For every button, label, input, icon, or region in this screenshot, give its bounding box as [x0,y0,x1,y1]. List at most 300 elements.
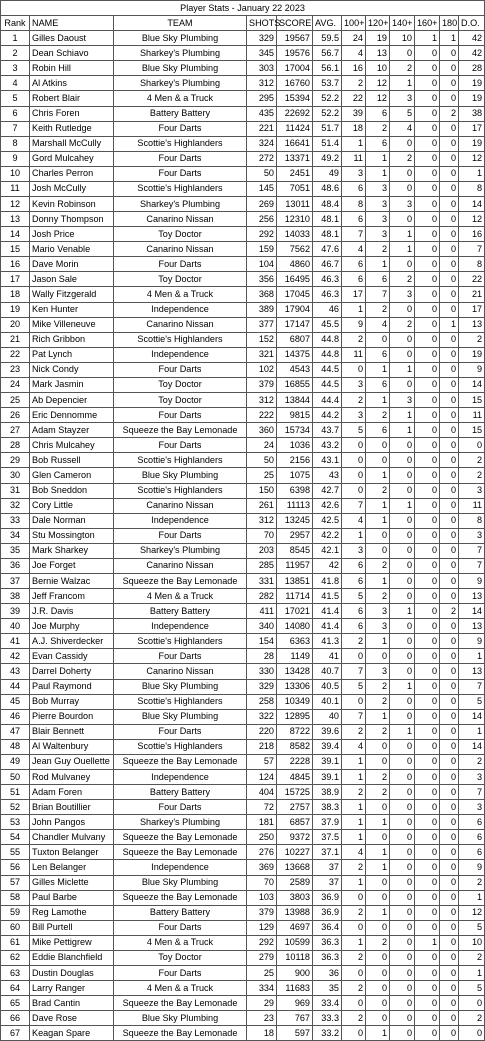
table-row [1,91,485,106]
shots-cell: 181 [247,815,277,830]
score-cell: 16760 [277,76,313,91]
one-twenty-plus-cell: 1 [366,634,390,649]
avg-cell: 42.5 [313,513,342,528]
one-sixty-plus-cell: 0 [415,1011,440,1026]
one-eighty-cell: 0 [440,679,459,694]
rank-cell: 46 [1,709,30,724]
do-cell: 2 [459,332,485,347]
do-cell: 15 [459,423,485,438]
team-cell: Scottie's Highlanders [114,332,247,347]
shots-cell: 312 [247,513,277,528]
one-twenty-plus-cell: 0 [366,438,390,453]
avg-cell: 43.2 [313,438,342,453]
table-row [1,332,485,347]
one-twenty-plus-cell: 1 [366,845,390,860]
team-cell: Four Darts [114,257,247,272]
team-cell: Battery Battery [114,905,247,920]
shots-cell: 404 [247,785,277,800]
name-cell: Robin Hill [30,61,114,76]
avg-cell: 40.1 [313,694,342,709]
one-sixty-plus-cell: 0 [415,393,440,408]
shots-cell: 124 [247,769,277,784]
shots-cell: 322 [247,709,277,724]
avg-cell: 37.5 [313,830,342,845]
avg-cell: 48.6 [313,181,342,196]
shots-cell: 250 [247,830,277,845]
avg-cell: 36.4 [313,920,342,935]
one-forty-plus-cell: 1 [390,227,415,242]
avg-cell: 41.8 [313,573,342,588]
one-sixty-plus-cell: 0 [415,227,440,242]
do-cell: 3 [459,769,485,784]
score-cell: 15394 [277,91,313,106]
table-row [1,136,485,151]
hundred-plus-cell: 2 [342,950,366,965]
one-twenty-plus-cell: 3 [366,604,390,619]
score-cell: 17004 [277,61,313,76]
rank-cell: 19 [1,302,30,317]
name-cell: Eric Dennomme [30,408,114,423]
rank-cell: 10 [1,166,30,181]
one-twenty-plus-cell: 3 [366,664,390,679]
team-cell: Canarino Nissan [114,242,247,257]
one-twenty-plus-cell: 0 [366,739,390,754]
one-sixty-plus-cell: 0 [415,845,440,860]
table-row [1,634,485,649]
rank-cell: 24 [1,377,30,392]
hundred-plus-cell: 1 [342,800,366,815]
hundred-plus-cell: 2 [342,785,366,800]
one-twenty-plus-cell: 1 [366,498,390,513]
one-twenty-plus-cell: 0 [366,966,390,981]
name-cell: Ken Hunter [30,302,114,317]
avg-cell: 39.1 [313,754,342,769]
rank-cell: 35 [1,543,30,558]
one-forty-plus-cell: 1 [390,498,415,513]
do-cell: 5 [459,694,485,709]
table-row [1,558,485,573]
avg-cell: 49 [313,166,342,181]
table-row [1,61,485,76]
shots-cell: 272 [247,151,277,166]
score-cell: 7562 [277,242,313,257]
avg-cell: 33.2 [313,1026,342,1041]
hundred-plus-cell: 1 [342,302,366,317]
hundred-plus-cell: 3 [342,166,366,181]
score-cell: 10599 [277,935,313,950]
one-forty-plus-cell: 2 [390,317,415,332]
shots-cell: 150 [247,483,277,498]
do-cell: 1 [459,966,485,981]
shots-cell: 28 [247,649,277,664]
one-twenty-plus-cell: 2 [366,121,390,136]
team-cell: Scottie's Highlanders [114,453,247,468]
one-eighty-cell: 0 [440,408,459,423]
one-sixty-plus-cell: 0 [415,453,440,468]
one-eighty-cell: 0 [440,528,459,543]
do-cell: 13 [459,619,485,634]
one-twenty-plus-cell: 2 [366,589,390,604]
one-twenty-plus-cell: 2 [366,483,390,498]
hundred-plus-cell: 4 [342,845,366,860]
table-row [1,935,485,950]
name-cell: Josh Price [30,227,114,242]
shots-cell: 379 [247,905,277,920]
rank-cell: 59 [1,905,30,920]
do-cell: 8 [459,181,485,196]
rank-cell: 33 [1,513,30,528]
hundred-plus-cell: 6 [342,181,366,196]
rank-cell: 13 [1,212,30,227]
one-eighty-cell: 0 [440,513,459,528]
shots-cell: 321 [247,347,277,362]
table-row [1,724,485,739]
table-row [1,453,485,468]
do-cell: 13 [459,664,485,679]
one-sixty-plus-cell: 0 [415,860,440,875]
rank-cell: 9 [1,151,30,166]
score-cell: 13245 [277,513,313,528]
rank-cell: 58 [1,890,30,905]
one-twenty-plus-cell: 0 [366,950,390,965]
name-cell: Chris Foren [30,106,114,121]
avg-cell: 43.7 [313,423,342,438]
name-cell: Gilles Daoust [30,31,114,46]
team-cell: Battery Battery [114,785,247,800]
table-row [1,981,485,996]
rank-cell: 34 [1,528,30,543]
name-cell: Len Belanger [30,860,114,875]
one-eighty-cell: 0 [440,558,459,573]
one-forty-plus-cell: 0 [390,785,415,800]
table-row [1,950,485,965]
one-sixty-plus-cell: 0 [415,528,440,543]
table-row [1,1011,485,1026]
do-cell: 0 [459,1026,485,1041]
score-cell: 8722 [277,724,313,739]
one-sixty-plus-cell: 0 [415,890,440,905]
one-eighty-cell: 0 [440,151,459,166]
one-forty-plus-cell: 0 [390,46,415,61]
header-score: SCORE [277,16,313,31]
team-cell: Scottie's Highlanders [114,136,247,151]
name-cell: Pat Lynch [30,347,114,362]
score-cell: 11113 [277,498,313,513]
name-cell: Mike Villeneuve [30,317,114,332]
name-cell: Pierre Bourdon [30,709,114,724]
do-cell: 14 [459,377,485,392]
avg-cell: 41.5 [313,589,342,604]
score-cell: 14375 [277,347,313,362]
shots-cell: 220 [247,724,277,739]
rank-cell: 67 [1,1026,30,1041]
hundred-plus-cell: 0 [342,649,366,664]
hundred-plus-cell: 5 [342,679,366,694]
avg-cell: 36.3 [313,950,342,965]
name-cell: Dale Norman [30,513,114,528]
score-cell: 8582 [277,739,313,754]
one-eighty-cell: 0 [440,362,459,377]
score-cell: 14033 [277,227,313,242]
one-twenty-plus-cell: 0 [366,830,390,845]
score-cell: 11424 [277,121,313,136]
rank-cell: 56 [1,860,30,875]
shots-cell: 221 [247,121,277,136]
avg-cell: 44.4 [313,393,342,408]
team-cell: Four Darts [114,151,247,166]
header-100-plus: 100+ [342,16,366,31]
score-cell: 2757 [277,800,313,815]
hundred-plus-cell: 2 [342,1011,366,1026]
one-eighty-cell: 0 [440,423,459,438]
rank-cell: 38 [1,589,30,604]
one-eighty-cell: 0 [440,966,459,981]
do-cell: 2 [459,875,485,890]
one-forty-plus-cell: 0 [390,800,415,815]
shots-cell: 24 [247,438,277,453]
one-sixty-plus-cell: 0 [415,257,440,272]
team-cell: Blue Sky Plumbing [114,1011,247,1026]
one-sixty-plus-cell: 0 [415,604,440,619]
one-forty-plus-cell: 0 [390,935,415,950]
name-cell: Evan Cassidy [30,649,114,664]
score-cell: 22692 [277,106,313,121]
one-twenty-plus-cell: 1 [366,815,390,830]
do-cell: 9 [459,860,485,875]
name-cell: Dave Rose [30,1011,114,1026]
one-forty-plus-cell: 0 [390,754,415,769]
team-cell: Four Darts [114,649,247,664]
table-row [1,151,485,166]
one-forty-plus-cell: 2 [390,151,415,166]
name-cell: Larry Ranger [30,981,114,996]
avg-cell: 42.2 [313,528,342,543]
hundred-plus-cell: 3 [342,543,366,558]
avg-cell: 39.6 [313,724,342,739]
one-forty-plus-cell: 0 [390,1026,415,1041]
do-cell: 6 [459,845,485,860]
rank-cell: 40 [1,619,30,634]
rank-cell: 37 [1,573,30,588]
shots-cell: 129 [247,920,277,935]
one-sixty-plus-cell: 1 [415,935,440,950]
do-cell: 19 [459,347,485,362]
one-twenty-plus-cell: 1 [366,513,390,528]
score-cell: 11683 [277,981,313,996]
one-sixty-plus-cell: 0 [415,362,440,377]
one-sixty-plus-cell: 0 [415,800,440,815]
team-cell: Toy Doctor [114,227,247,242]
name-cell: Nick Condy [30,362,114,377]
score-cell: 2156 [277,453,313,468]
one-eighty-cell: 0 [440,573,459,588]
name-cell: J.R. Davis [30,604,114,619]
name-cell: Chandler Mulvany [30,830,114,845]
rank-cell: 27 [1,423,30,438]
do-cell: 28 [459,61,485,76]
shots-cell: 295 [247,91,277,106]
one-eighty-cell: 2 [440,604,459,619]
one-eighty-cell: 0 [440,543,459,558]
name-cell: Al Atkins [30,76,114,91]
one-forty-plus-cell: 3 [390,287,415,302]
score-cell: 10227 [277,845,313,860]
one-eighty-cell: 0 [440,91,459,106]
rank-cell: 31 [1,483,30,498]
one-sixty-plus-cell: 0 [415,181,440,196]
hundred-plus-cell: 1 [342,815,366,830]
team-cell: Squeeze the Bay Lemonade [114,573,247,588]
one-twenty-plus-cell: 0 [366,996,390,1011]
table-row [1,197,485,212]
one-forty-plus-cell: 0 [390,966,415,981]
one-forty-plus-cell: 0 [390,332,415,347]
team-cell: Independence [114,860,247,875]
avg-cell: 42.7 [313,483,342,498]
name-cell: Kevin Robinson [30,197,114,212]
table-row [1,513,485,528]
one-sixty-plus-cell: 0 [415,106,440,121]
table-row [1,121,485,136]
rank-cell: 66 [1,1011,30,1026]
hundred-plus-cell: 6 [342,573,366,588]
team-cell: Four Darts [114,438,247,453]
one-eighty-cell: 0 [440,769,459,784]
one-sixty-plus-cell: 0 [415,664,440,679]
one-forty-plus-cell: 0 [390,920,415,935]
hundred-plus-cell: 2 [342,860,366,875]
rank-cell: 62 [1,950,30,965]
do-cell: 8 [459,513,485,528]
one-twenty-plus-cell: 12 [366,76,390,91]
shots-cell: 303 [247,61,277,76]
team-cell: Toy Doctor [114,950,247,965]
do-cell: 22 [459,272,485,287]
name-cell: Charles Perron [30,166,114,181]
rank-cell: 65 [1,996,30,1011]
rank-cell: 23 [1,362,30,377]
one-twenty-plus-cell: 2 [366,558,390,573]
rank-cell: 28 [1,438,30,453]
hundred-plus-cell: 1 [342,754,366,769]
team-cell: Independence [114,619,247,634]
name-cell: Dustin Douglas [30,966,114,981]
score-cell: 13844 [277,393,313,408]
team-cell: Toy Doctor [114,377,247,392]
team-cell: Four Darts [114,166,247,181]
one-eighty-cell: 0 [440,227,459,242]
avg-cell: 51.7 [313,121,342,136]
shots-cell: 292 [247,227,277,242]
hundred-plus-cell: 1 [342,528,366,543]
hundred-plus-cell: 2 [342,981,366,996]
one-twenty-plus-cell: 0 [366,890,390,905]
rank-cell: 49 [1,754,30,769]
one-twenty-plus-cell: 2 [366,408,390,423]
name-cell: Keith Rutledge [30,121,114,136]
one-forty-plus-cell: 0 [390,573,415,588]
one-twenty-plus-cell: 13 [366,46,390,61]
shots-cell: 329 [247,679,277,694]
hundred-plus-cell: 5 [342,589,366,604]
score-cell: 3803 [277,890,313,905]
do-cell: 12 [459,151,485,166]
score-cell: 12895 [277,709,313,724]
rank-cell: 21 [1,332,30,347]
table-row [1,528,485,543]
one-sixty-plus-cell: 0 [415,573,440,588]
name-cell: Wally Fitzgerald [30,287,114,302]
avg-cell: 37 [313,860,342,875]
avg-cell: 49.2 [313,151,342,166]
team-cell: Four Darts [114,966,247,981]
name-cell: Brian Boutillier [30,800,114,815]
team-cell: Scottie's Highlanders [114,634,247,649]
one-twenty-plus-cell: 1 [366,166,390,181]
one-eighty-cell: 0 [440,649,459,664]
avg-cell: 40 [313,709,342,724]
one-forty-plus-cell: 1 [390,362,415,377]
one-forty-plus-cell: 1 [390,423,415,438]
one-forty-plus-cell: 0 [390,830,415,845]
name-cell: Marshall McCully [30,136,114,151]
name-cell: Bob Sneddon [30,483,114,498]
do-cell: 16 [459,227,485,242]
stats-body [1,31,485,1041]
avg-cell: 46.3 [313,287,342,302]
name-cell: Donny Thompson [30,212,114,227]
rank-cell: 52 [1,800,30,815]
score-cell: 1075 [277,468,313,483]
one-eighty-cell: 0 [440,498,459,513]
hundred-plus-cell: 24 [342,31,366,46]
one-eighty-cell: 0 [440,754,459,769]
team-cell: Toy Doctor [114,393,247,408]
one-eighty-cell: 0 [440,302,459,317]
table-row [1,830,485,845]
one-twenty-plus-cell: 2 [366,302,390,317]
table-row [1,408,485,423]
do-cell: 2 [459,950,485,965]
one-forty-plus-cell: 0 [390,981,415,996]
team-cell: Scottie's Highlanders [114,694,247,709]
score-cell: 14080 [277,619,313,634]
name-cell: Eddie Blanchfield [30,950,114,965]
one-forty-plus-cell: 0 [390,709,415,724]
name-cell: Darrel Doherty [30,664,114,679]
table-row [1,46,485,61]
table-row [1,589,485,604]
do-cell: 8 [459,257,485,272]
hundred-plus-cell: 6 [342,558,366,573]
shots-cell: 57 [247,754,277,769]
avg-cell: 37.1 [313,845,342,860]
hundred-plus-cell: 0 [342,920,366,935]
one-eighty-cell: 0 [440,664,459,679]
shots-cell: 145 [247,181,277,196]
hundred-plus-cell: 2 [342,634,366,649]
one-twenty-plus-cell: 2 [366,785,390,800]
avg-cell: 52.2 [313,91,342,106]
do-cell: 21 [459,287,485,302]
hundred-plus-cell: 7 [342,227,366,242]
one-eighty-cell: 0 [440,483,459,498]
team-cell: Independence [114,513,247,528]
hundred-plus-cell: 0 [342,966,366,981]
rank-cell: 8 [1,136,30,151]
team-cell: Squeeze the Bay Lemonade [114,845,247,860]
table-row [1,860,485,875]
